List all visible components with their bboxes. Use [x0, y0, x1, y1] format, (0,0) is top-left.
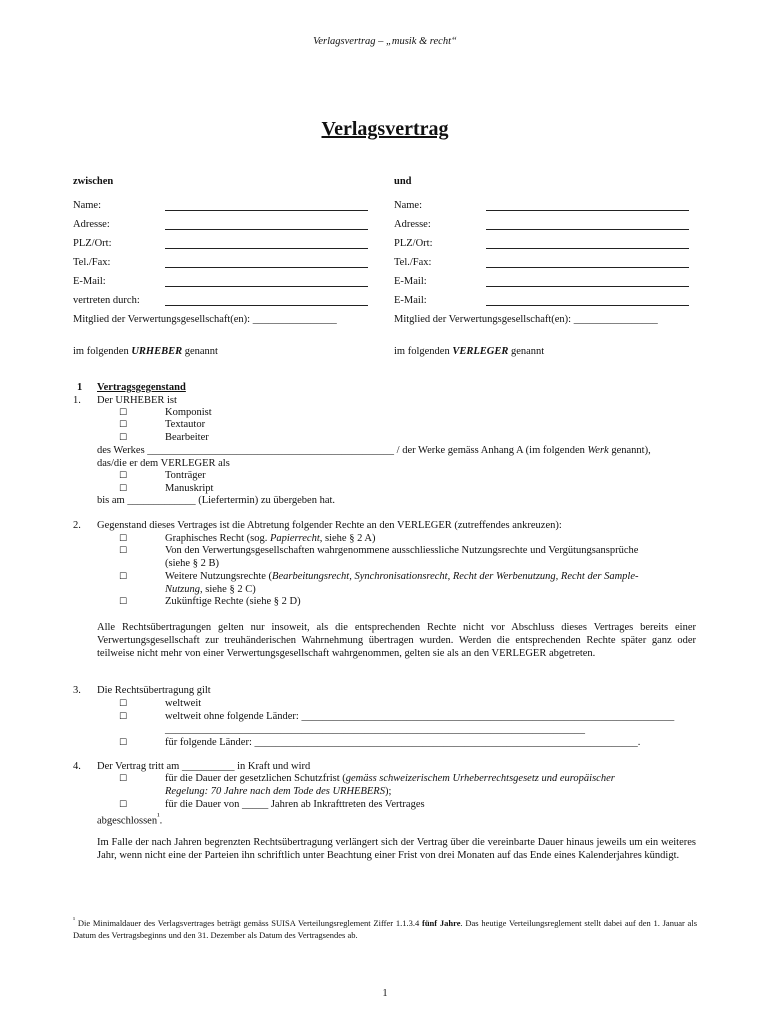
right-collecting-society: Von den Verwertungsgesellschaften wahrgenommene ausschliessliche Nutzungsrechte und Vergütungsansprüche: [165, 545, 639, 556]
right-graphic: [165, 533, 375, 544]
zip-city-input-line[interactable]: [165, 248, 368, 249]
phone-fax-input-line[interactable]: [486, 267, 689, 268]
zip-city-input-line[interactable]: [486, 248, 689, 249]
field-label: PLZ/Ort:: [394, 238, 433, 249]
field-label: E-Mail:: [394, 276, 427, 287]
duration-intro: Der Vertrag tritt am __________ in Kraft und wird: [97, 761, 311, 772]
author-intro: Der URHEBER ist: [97, 395, 177, 406]
section-number: 1: [77, 382, 83, 393]
checkbox-further-rights[interactable]: ☐: [119, 572, 128, 582]
duration-term: Regelung: 70 Jahre nach dem Tode des URHEBERS: [165, 786, 385, 797]
right-term: Nutzung: [165, 584, 201, 595]
footnote-reference[interactable]: ¹: [157, 811, 160, 821]
work-term: Werk: [587, 445, 609, 456]
right-further: [165, 571, 638, 582]
territory-except: weltweit ohne folgende Länder: _______________________________________________________________________: [165, 711, 675, 722]
checkbox-graphic-rights[interactable]: ☐: [119, 534, 128, 544]
right-further-cont: [165, 584, 256, 595]
work-line: [97, 445, 651, 456]
territory-intro: Die Rechtsübertragung gilt: [97, 685, 211, 696]
field-label: Tel./Fax:: [73, 257, 111, 268]
duration-text: abgeschlossen: [97, 815, 158, 827]
rights-intro: Gegenstand dieses Vertrages ist die Abtretung folgender Rechte an den VERLEGER (zutreffendes ankreuzen):: [97, 520, 562, 531]
duration-text: );: [384, 786, 392, 797]
duration-protection: [165, 773, 615, 784]
checkbox-specific-countries[interactable]: ☐: [119, 738, 128, 748]
territory-except-cont: ________________________________________________________________________________: [165, 724, 585, 735]
footnote-emphasis: fünf Jahre: [421, 917, 461, 928]
urheber-designation: [73, 346, 218, 357]
delivery-deadline: bis am _____________ (Liefertermin) zu übergeben hat.: [97, 495, 336, 506]
email-input-line-2[interactable]: [486, 305, 689, 306]
checkbox-arranger[interactable]: ☐: [119, 433, 128, 443]
membership-field: Mitglied der Verwertungsgesellschaft(en): ________________: [394, 314, 658, 325]
designation-prefix: im folgenden: [73, 346, 132, 357]
right-text: , siehe § 2 C): [200, 584, 256, 595]
paragraph-number: 2.: [73, 520, 81, 531]
paragraph-number: 3.: [73, 685, 81, 696]
field-label: Adresse:: [394, 219, 431, 230]
footnote-mark: ¹: [73, 916, 76, 924]
territory-specific: für folgende Länder: _________________________________________________________________________.: [165, 737, 641, 748]
checkbox-composer[interactable]: ☐: [119, 408, 128, 418]
checkbox-protection-period[interactable]: ☐: [119, 774, 128, 784]
name-input-line[interactable]: [486, 210, 689, 211]
right-term: Bearbeitungsrecht, Synchronisationsrecht, Recht der Werbenutzung, Recht der Sample-: [272, 571, 639, 582]
work-line-text: des Werkes _______________________________________________ / der Werke gemäss Anhang A (im folgenden: [97, 445, 588, 456]
role-label: Textautor: [165, 419, 206, 430]
phone-fax-input-line[interactable]: [165, 267, 368, 268]
field-label: Name:: [394, 200, 422, 211]
paragraph-number: 4.: [73, 761, 81, 772]
format-label: Tonträger: [165, 470, 206, 481]
right-text: , siehe § 2 A): [319, 533, 376, 544]
section-title: Vertragsgegenstand: [97, 382, 186, 393]
checkbox-collecting-society-rights[interactable]: ☐: [119, 546, 128, 556]
right-party-heading: und: [394, 176, 412, 187]
designation-role: VERLEGER: [452, 346, 509, 357]
role-label: Bearbeiter: [165, 432, 209, 443]
field-label: Adresse:: [73, 219, 110, 230]
rights-note-paragraph: Alle Rechtsübertragungen gelten nur insoweit, als die entsprechenden Rechte nicht vor Abschluss dieses Vertrages bereits einer Verwertungsgesellschaft zur treuhänderischen Wahrnehmung übertragen wurden. Werden die entsprechenden Rechte später ganz oder teilweise nicht mehr von einer Verwertungsgesellschaft wahrgenommen, gelten sie als an den VERLEGER abgetreten.: [97, 622, 696, 659]
checkbox-fixed-years[interactable]: ☐: [119, 800, 128, 810]
field-label: PLZ/Ort:: [73, 238, 112, 249]
footnote: [73, 914, 697, 941]
document-title: Verlagsvertrag: [321, 118, 449, 140]
membership-field: Mitglied der Verwertungsgesellschaft(en): ________________: [73, 314, 337, 325]
right-text: Weitere Nutzungsrechte (: [165, 571, 273, 582]
territory-worldwide: weltweit: [165, 698, 202, 709]
designation-prefix: im folgenden: [394, 346, 453, 357]
right-term: Papierrecht: [269, 533, 320, 544]
left-party-heading: zwischen: [73, 176, 114, 187]
designation-suffix: genannt: [508, 346, 545, 357]
footnote-text: Die Minimaldauer des Verlagsvertrages beträgt gemäss SUISA Verteilungsreglement Ziffer 1.1.3.4: [75, 917, 422, 928]
page-number: 1: [382, 988, 388, 999]
field-label: vertreten durch:: [73, 295, 140, 306]
email-input-line[interactable]: [165, 286, 368, 287]
right-future: Zukünftige Rechte (siehe § 2 D): [165, 596, 301, 607]
right-collecting-society-ref: (siehe § 2 B): [165, 558, 219, 569]
duration-protection-cont: [165, 786, 391, 797]
represented-by-input-line[interactable]: [165, 305, 368, 306]
checkbox-lyricist[interactable]: ☐: [119, 420, 128, 430]
duration-years-cont: abgeschlossen$^{^1}$.: [97, 811, 163, 827]
role-label: Komponist: [165, 407, 212, 418]
format-label: Manuskript: [165, 483, 214, 494]
renewal-paragraph: Im Falle der nach Jahren begrenzten Rechtsübertragung verlängert sich der Vertrag über die vereinbarte Dauer hinaus jeweils um ein weiteres Jahr, wenn nicht eine der Parteien ihn schriftlich unter Beachtung einer Frist von drei Monaten auf das Ende eines Kalenderjahres kündigt.: [97, 837, 696, 861]
duration-term: gemäss schweizerischem Urheberrechtsgesetz und europäischer: [345, 773, 615, 784]
checkbox-worldwide[interactable]: ☐: [119, 699, 128, 709]
designation-role: URHEBER: [131, 346, 183, 357]
delivery-intro: das/die er dem VERLEGER als: [97, 458, 230, 469]
checkbox-future-rights[interactable]: ☐: [119, 597, 128, 607]
field-label: Name:: [73, 200, 101, 211]
field-label: E-Mail:: [73, 276, 106, 287]
verleger-designation: [394, 346, 544, 357]
duration-years: für die Dauer von _____ Jahren ab Inkrafttreten des Vertrages: [165, 799, 425, 810]
footnote-text: . Das heutige Verteilungsreglement stellt dabei auf den 1. Januar als Datum des Vertragsbeginns und den 31. Dezember als Datum des Vertragsendes ab.: [73, 917, 698, 940]
paragraph-number: 1.: [73, 395, 81, 406]
field-label: E-Mail:: [394, 295, 427, 306]
designation-suffix: genannt: [182, 346, 218, 357]
right-text: Graphisches Recht (sog.: [165, 533, 270, 544]
checkbox-manuscript[interactable]: ☐: [119, 484, 128, 494]
email-input-line[interactable]: [486, 286, 689, 287]
work-line-end: genannt),: [608, 445, 651, 456]
page-header: Verlagsvertrag – „musik & recht“: [313, 36, 457, 47]
field-label: Tel./Fax:: [394, 257, 432, 268]
checkbox-recording[interactable]: ☐: [119, 471, 128, 481]
name-input-line[interactable]: [165, 210, 368, 211]
duration-text: für die Dauer der gesetzlichen Schutzfrist (: [165, 773, 346, 784]
address-input-line[interactable]: [486, 229, 689, 230]
checkbox-worldwide-except[interactable]: ☐: [119, 712, 128, 722]
address-input-line[interactable]: [165, 229, 368, 230]
